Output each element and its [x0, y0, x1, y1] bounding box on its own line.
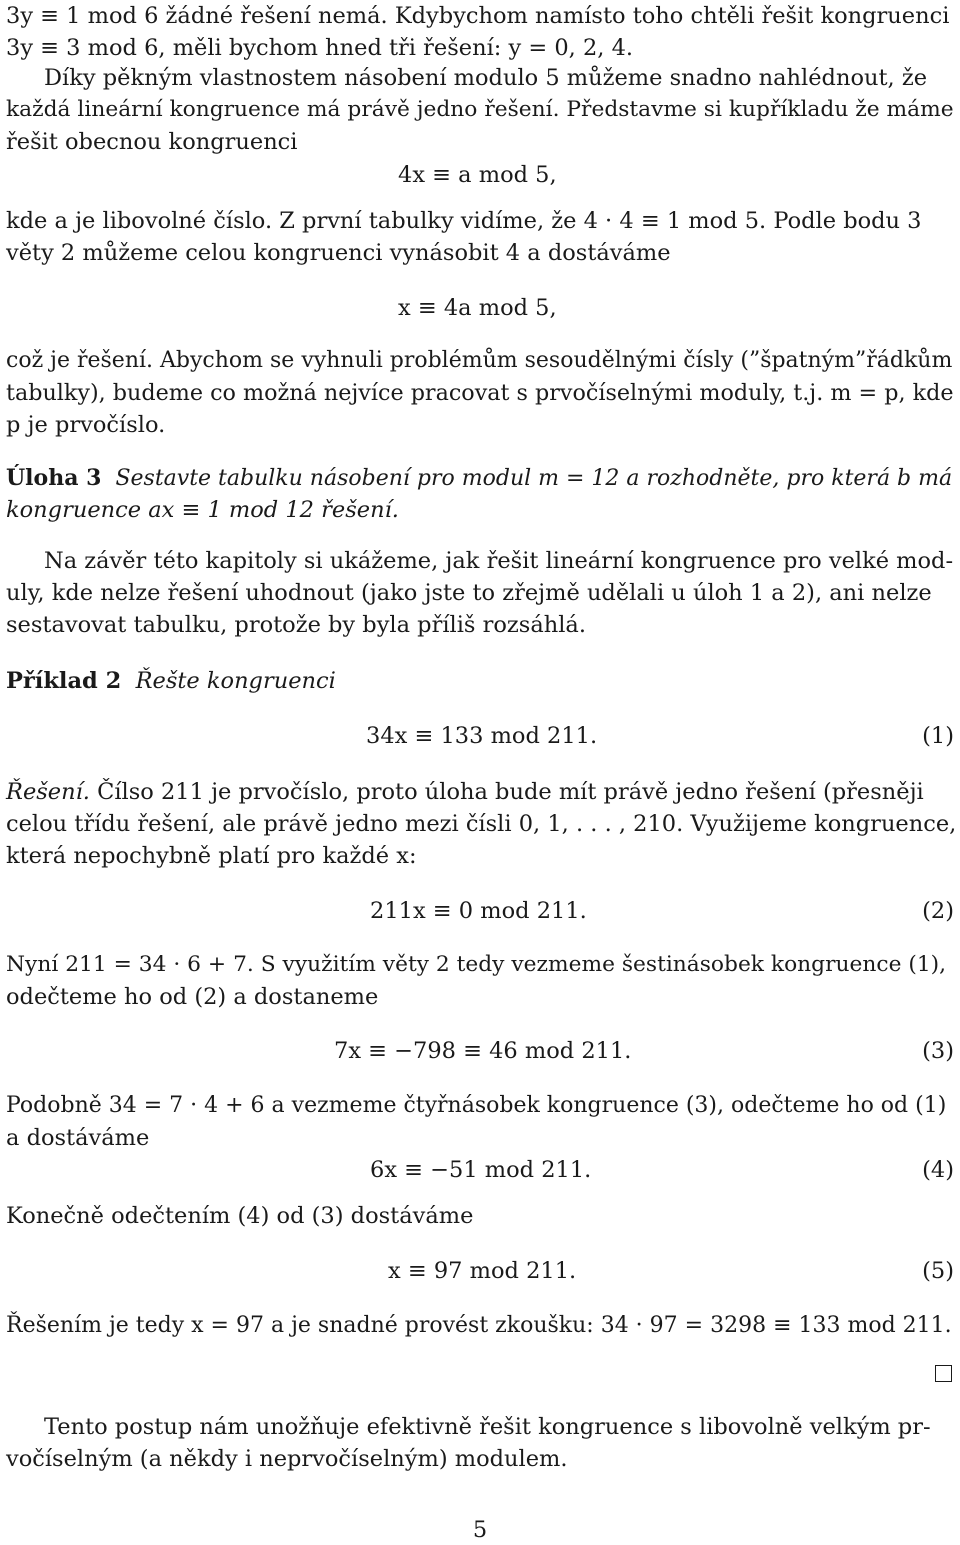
- text-line: Na závěr této kapitoly si ukážeme, jak řešit lineární kongruence pro velké mod-: [44, 548, 954, 574]
- equation-1: 34x ≡ 133 mod 211.: [366, 723, 598, 749]
- equation-2: 211x ≡ 0 mod 211.: [370, 898, 587, 924]
- equation-number: (4): [922, 1157, 954, 1183]
- text-line: věty 2 můžeme celou kongruenci vynásobit 4 a dostáváme: [6, 240, 671, 266]
- text-line: kde a je libovolné číslo. Z první tabulky vidíme, že 4 · 4 ≡ 1 mod 5. Podle bodu 3: [6, 208, 922, 234]
- text-line: tabulky), budeme co možná nejvíce pracovat s prvočíselnými moduly, t.j. m = p, kde: [6, 380, 954, 406]
- task-label: Úloha 3: [6, 465, 102, 491]
- solution-line: [6, 777, 924, 807]
- text-line: 3y ≡ 1 mod 6 žádné řešení nemá. Kdybychom namísto toho chtěli řešit kongruenci: [6, 3, 950, 29]
- equation-4: 6x ≡ −51 mod 211.: [370, 1157, 592, 1183]
- text-line: odečteme ho od (2) a dostaneme: [6, 984, 379, 1010]
- text-line: 3y ≡ 3 mod 6, měli bychom hned tři řešení: y = 0, 2, 4.: [6, 35, 634, 61]
- page-number: 5: [472, 1517, 488, 1543]
- example-label: Příklad 2: [6, 668, 122, 694]
- text-line: což je řešení. Abychom se vyhnuli problémům sesoudělnými čísly (”špatným”řádkům: [6, 348, 953, 373]
- equation-number: (3): [922, 1038, 954, 1064]
- task-text: kongruence ax ≡ 1 mod 12 řešení.: [6, 497, 399, 523]
- text-line: a dostáváme: [6, 1125, 150, 1151]
- text-line: Nyní 211 = 34 · 6 + 7. S využitím věty 2 tedy vezmeme šestinásobek kongruence (1),: [6, 952, 947, 977]
- equation-number: (5): [922, 1258, 954, 1284]
- text-line: p je prvočíslo.: [6, 412, 166, 438]
- solution-label: Řešení.: [6, 779, 90, 805]
- equation-5: x ≡ 97 mod 211.: [388, 1258, 577, 1284]
- task-text: Sestavte tabulku násobení pro modul m = 12 a rozhodněte, pro která b má: [115, 466, 953, 491]
- task-3: [6, 463, 952, 494]
- text-line: Podobně 34 = 7 · 4 + 6 a vezmeme čtyřnásobek kongruence (3), odečteme ho od (1): [6, 1093, 947, 1118]
- text-line: každá lineární kongruence má právě jedno řešení. Představme si kupříkladu že máme: [6, 97, 954, 122]
- text-line: Řešením je tedy x = 97 a je snadné provést zkoušku: 34 · 97 = 3298 ≡ 133 mod 211.: [6, 1313, 952, 1338]
- text-line: Díky pěkným vlastnostem násobení modulo 5 můžeme snadno nahlédnout, že: [44, 65, 928, 91]
- equation-number: (1): [922, 723, 954, 749]
- qed-square-icon: [935, 1365, 952, 1382]
- text-line: uly, kde nelze řešení uhodnout (jako jste to zřejmě udělali u úloh 1 a 2), ani nelze: [6, 580, 932, 606]
- text-line: vočíselným (a někdy i neprvočíselným) modulem.: [6, 1446, 568, 1472]
- equation: 4x ≡ a mod 5,: [398, 162, 557, 188]
- equation-3: 7x ≡ −798 ≡ 46 mod 211.: [334, 1038, 632, 1064]
- solution-text: Čílso 211 je prvočíslo, proto úloha bude mít právě jedno řešení (přesněji: [97, 779, 924, 805]
- equation-number: (2): [922, 898, 954, 924]
- text-line: sestavovat tabulku, protože by byla příliš rozsáhlá.: [6, 612, 586, 638]
- text-line: Konečně odečtením (4) od (3) dostáváme: [6, 1203, 474, 1229]
- text-line: Tento postup nám unožňuje efektivně řešit kongruence s libovolně velkým pr-: [44, 1414, 931, 1440]
- text-line: řešit obecnou kongruenci: [6, 129, 298, 155]
- text-line: celou třídu řešení, ale právě jedno mezi čísli 0, 1, . . . , 210. Využijeme kongruence,: [6, 811, 957, 837]
- text-line: která nepochybně platí pro každé x:: [6, 843, 417, 869]
- example-2: [6, 666, 336, 696]
- example-text: Řešte kongruenci: [135, 668, 336, 694]
- equation: x ≡ 4a mod 5,: [398, 295, 557, 321]
